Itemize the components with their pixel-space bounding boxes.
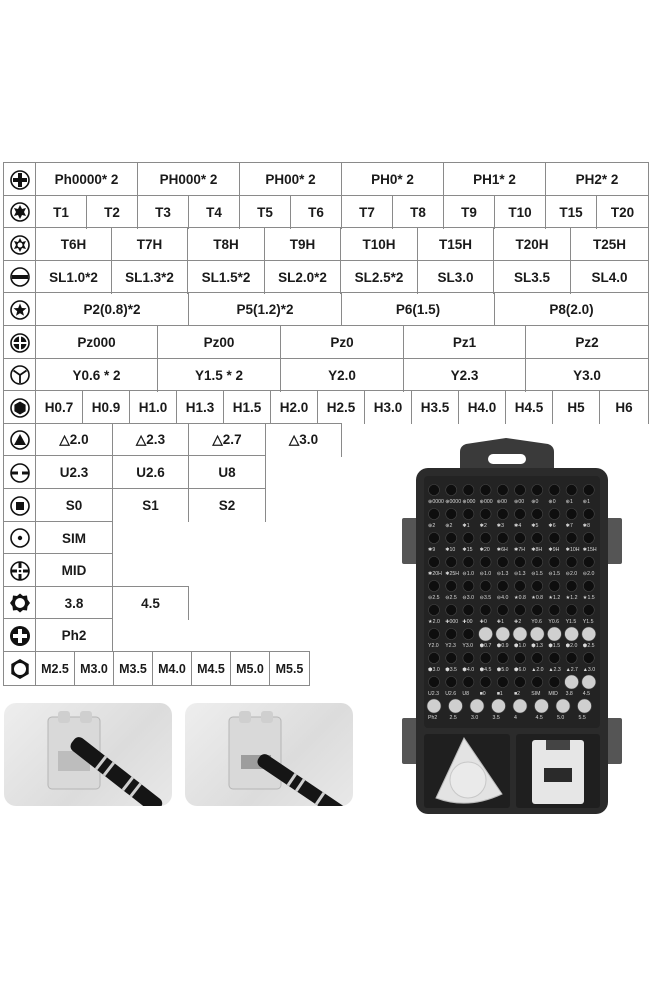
svg-text:✱15H: ✱15H	[582, 547, 597, 553]
svg-text:▲2.3: ▲2.3	[548, 667, 561, 673]
svg-text:▲3.0: ▲3.0	[582, 667, 596, 673]
bit-size-cell: M3.5	[114, 652, 153, 685]
svg-text:✱1: ✱1	[462, 523, 470, 529]
svg-text:✱6H: ✱6H	[496, 547, 508, 553]
svg-text:⬢0.7: ⬢0.7	[479, 643, 492, 649]
svg-text:⊖2.0: ⊖2.0	[582, 571, 595, 577]
bit-size-cell: T9H	[265, 228, 341, 261]
svg-text:✚00: ✚00	[462, 619, 473, 625]
bit-size-cell: M3.0	[75, 652, 114, 685]
magnetizer-photo-2	[185, 703, 353, 806]
svg-text:★2.0: ★2.0	[428, 619, 440, 625]
bit-size-cell: T20H	[494, 228, 571, 261]
bit-row	[3, 162, 649, 196]
bit-size-cell: U2.6	[113, 456, 189, 489]
svg-text:⬢2.5: ⬢2.5	[582, 643, 595, 649]
bit-size-cell: P5(1.2)*2	[189, 293, 342, 326]
bit-size-cell: U8	[189, 456, 266, 489]
torx-icon	[3, 196, 36, 229]
svg-text:✚1: ✚1	[496, 619, 505, 625]
svg-text:✱6: ✱6	[548, 523, 556, 529]
bit-size-cell: T5	[240, 196, 291, 229]
svg-text:3.5: 3.5	[492, 715, 500, 721]
square-icon	[3, 489, 36, 522]
bit-size-cell: SL2.0*2	[265, 261, 341, 294]
bit-size-cell: H1.3	[177, 391, 224, 424]
magnetizer-photo-2-image	[185, 703, 353, 806]
bit-size-cell: Y2.3	[404, 359, 526, 392]
svg-text:Y3.0: Y3.0	[462, 643, 474, 649]
bit-row	[3, 488, 266, 522]
svg-text:▲2.7: ▲2.7	[565, 667, 578, 673]
mid-icon	[3, 554, 36, 587]
svg-text:Y0.6: Y0.6	[548, 619, 560, 625]
bit-size-cell: P8(2.0)	[495, 293, 649, 326]
bit-size-cell: H4.5	[506, 391, 553, 424]
svg-text:U2.3: U2.3	[428, 691, 439, 697]
bit-size-cell: H0.9	[83, 391, 130, 424]
bit-size-cell: H4.0	[459, 391, 506, 424]
bit-size-cell: △3.0	[266, 424, 342, 457]
bit-size-cell: H5	[553, 391, 600, 424]
svg-text:✱5: ✱5	[531, 523, 539, 529]
bit-size-cell: P6(1.5)	[342, 293, 495, 326]
svg-text:⊖1.3: ⊖1.3	[514, 571, 526, 577]
svg-text:⊖1.3: ⊖1.3	[496, 571, 509, 577]
svg-text:5.5: 5.5	[578, 715, 586, 721]
bit-size-cell: U2.3	[36, 456, 113, 489]
svg-text:★1.2: ★1.2	[548, 595, 561, 601]
phillips-bold-icon	[3, 619, 36, 652]
svg-text:⊖2.5: ⊖2.5	[428, 595, 440, 601]
svg-text:Ph2: Ph2	[428, 715, 438, 721]
bit-size-cell: H2.0	[271, 391, 318, 424]
svg-text:⊖2.0: ⊖2.0	[565, 571, 578, 577]
gear-socket-icon	[3, 587, 36, 620]
svg-text:▲2.0: ▲2.0	[531, 667, 544, 673]
hex-nut-icon	[3, 652, 36, 685]
svg-text:■1: ■1	[496, 691, 503, 697]
bit-row	[3, 292, 649, 326]
bit-size-cell: SL1.5*2	[188, 261, 265, 294]
svg-text:⬢6.0: ⬢6.0	[514, 667, 526, 673]
bit-size-cell: S2	[189, 489, 266, 522]
svg-text:⊕1: ⊕1	[565, 499, 573, 505]
bit-row	[3, 260, 649, 294]
svg-text:✚0: ✚0	[479, 619, 487, 625]
svg-text:■0: ■0	[479, 691, 486, 697]
svg-text:★1.2: ★1.2	[565, 595, 578, 601]
bit-size-cell: M4.5	[192, 652, 231, 685]
bit-size-cell: MID	[36, 554, 113, 587]
svg-text:⊖3.0: ⊖3.0	[462, 595, 474, 601]
bit-size-cell: T1	[36, 196, 87, 229]
svg-text:✱9H: ✱9H	[548, 547, 560, 553]
svg-text:Y0.6: Y0.6	[531, 619, 542, 625]
svg-text:Y2.0: Y2.0	[428, 643, 439, 649]
bit-size-cell: T6H	[36, 228, 112, 261]
bit-size-cell: PH2* 2	[546, 163, 649, 196]
svg-text:✱4: ✱4	[514, 523, 522, 529]
bit-size-cell: PH0* 2	[342, 163, 444, 196]
pentalobe-icon	[3, 293, 36, 326]
bit-size-cell: T2	[87, 196, 138, 229]
bit-size-cell: T7H	[112, 228, 188, 261]
slotted-icon	[3, 261, 36, 294]
svg-text:⊖1.0: ⊖1.0	[462, 571, 474, 577]
bit-size-cell: PH00* 2	[240, 163, 342, 196]
svg-text:⊖1.5: ⊖1.5	[531, 571, 543, 577]
svg-text:⊖3.5: ⊖3.5	[479, 595, 492, 601]
bit-size-cell: 4.5	[113, 587, 189, 620]
svg-text:⊖4.0: ⊖4.0	[496, 595, 509, 601]
bit-row	[3, 455, 266, 489]
svg-text:✱10: ✱10	[445, 547, 456, 553]
svg-text:✱3: ✱3	[496, 523, 505, 529]
svg-text:✚2: ✚2	[514, 619, 522, 625]
bit-size-cell: SL3.5	[494, 261, 571, 294]
bit-row	[3, 423, 342, 457]
magnetizer-photo-1	[4, 703, 172, 806]
bit-size-cell: T25H	[571, 228, 649, 261]
svg-text:4: 4	[514, 715, 517, 721]
svg-text:Y1.5: Y1.5	[582, 619, 594, 625]
bit-size-cell: Pz000	[36, 326, 158, 359]
bit-size-cell: T8H	[188, 228, 265, 261]
bit-size-cell: SL3.0	[418, 261, 494, 294]
svg-text:★1.5: ★1.5	[582, 595, 595, 601]
phillips-icon	[3, 163, 36, 196]
bit-size-cell: SIM	[36, 522, 113, 555]
svg-text:⊖1.0: ⊖1.0	[479, 571, 492, 577]
svg-text:⊖1.5: ⊖1.5	[548, 571, 560, 577]
sim-icon	[3, 522, 36, 555]
bit-size-cell: M5.5	[270, 652, 310, 685]
svg-text:MID: MID	[548, 691, 558, 697]
svg-text:⊕0: ⊕0	[548, 499, 556, 505]
bit-size-cell: H0.7	[36, 391, 83, 424]
bit-size-cell: △2.0	[36, 424, 113, 457]
bit-size-cell: T3	[138, 196, 189, 229]
bit-size-cell: T7	[342, 196, 393, 229]
svg-text:⬢0.9: ⬢0.9	[496, 643, 509, 649]
svg-text:⊕0: ⊕0	[531, 499, 539, 505]
svg-text:SIM: SIM	[531, 691, 541, 697]
screwdriver-kit-case	[398, 438, 626, 830]
svg-text:⬢3.5: ⬢3.5	[445, 667, 457, 673]
svg-text:⬢4.5: ⬢4.5	[479, 667, 492, 673]
bit-row	[3, 358, 649, 392]
svg-text:⬢1.5: ⬢1.5	[548, 643, 561, 649]
svg-text:⊕1: ⊕1	[582, 499, 591, 505]
kit-case-image	[398, 438, 626, 830]
bit-size-cell: T10	[495, 196, 546, 229]
svg-text:⊕00: ⊕00	[496, 499, 507, 505]
svg-text:2.5: 2.5	[449, 715, 457, 721]
svg-text:4.5: 4.5	[582, 691, 591, 697]
bit-size-cell: Y0.6 * 2	[36, 359, 158, 392]
svg-text:3.8: 3.8	[565, 691, 573, 697]
bit-size-cell: M5.0	[231, 652, 270, 685]
svg-text:⊕2: ⊕2	[445, 523, 453, 529]
bit-size-cell: P2(0.8)*2	[36, 293, 189, 326]
svg-text:✱20H: ✱20H	[428, 571, 442, 577]
svg-text:✱7: ✱7	[565, 523, 573, 529]
svg-text:⬢1.0: ⬢1.0	[514, 643, 526, 649]
bit-size-cell: H1.5	[224, 391, 271, 424]
bit-size-cell: H1.0	[130, 391, 177, 424]
bit-size-cell: SL1.0*2	[36, 261, 112, 294]
bit-row	[3, 553, 113, 587]
svg-text:✱7H: ✱7H	[514, 547, 525, 553]
bit-size-cell: T15	[546, 196, 597, 229]
bit-row	[3, 390, 649, 424]
svg-text:✱15: ✱15	[462, 547, 473, 553]
bit-size-cell: Ph0000* 2	[36, 163, 138, 196]
bit-size-cell: S0	[36, 489, 113, 522]
bit-size-cell: S1	[113, 489, 189, 522]
tri-wing-y-icon	[3, 359, 36, 392]
pozidriv-icon	[3, 326, 36, 359]
svg-text:✱2: ✱2	[479, 523, 487, 529]
bit-row	[3, 618, 113, 652]
bit-size-cell: T4	[189, 196, 240, 229]
bit-size-cell: Y1.5 * 2	[158, 359, 281, 392]
svg-text:■2: ■2	[514, 691, 521, 697]
svg-text:⬢5.0: ⬢5.0	[496, 667, 509, 673]
bit-row	[3, 195, 649, 229]
svg-text:⊕0000: ⊕0000	[445, 499, 462, 505]
bit-row	[3, 227, 649, 261]
bit-size-cell: SL4.0	[571, 261, 649, 294]
bit-size-cell: H3.0	[365, 391, 412, 424]
bit-size-cell: SL2.5*2	[341, 261, 418, 294]
bit-size-cell: H3.5	[412, 391, 459, 424]
svg-text:⊕2: ⊕2	[428, 523, 436, 529]
bit-size-cell: Pz00	[158, 326, 281, 359]
bit-size-cell: T15H	[418, 228, 494, 261]
bit-size-cell: T6	[291, 196, 342, 229]
bit-size-cell: Y3.0	[526, 359, 649, 392]
magnetizer-photo-1-image	[4, 703, 172, 806]
bit-size-cell: Pz0	[281, 326, 404, 359]
svg-text:✱20: ✱20	[479, 547, 490, 553]
bit-size-cell: Pz1	[404, 326, 526, 359]
bit-size-cell: △2.3	[113, 424, 189, 457]
bit-row	[3, 651, 310, 686]
bit-row	[3, 521, 113, 555]
svg-text:⊕0000: ⊕0000	[428, 499, 444, 505]
bit-size-cell: T10H	[341, 228, 418, 261]
bit-row	[3, 586, 189, 620]
svg-text:Y1.5: Y1.5	[565, 619, 577, 625]
bit-size-cell: Y2.0	[281, 359, 404, 392]
svg-text:4.5: 4.5	[535, 715, 543, 721]
svg-text:⬢2.0: ⬢2.0	[565, 643, 578, 649]
svg-text:✱9: ✱9	[428, 547, 436, 553]
svg-text:Y2.3: Y2.3	[445, 643, 456, 649]
triangle-icon	[3, 424, 36, 457]
bit-size-cell: H2.5	[318, 391, 365, 424]
hex-icon	[3, 391, 36, 424]
bit-size-cell: PH000* 2	[138, 163, 240, 196]
bit-size-cell: Ph2	[36, 619, 113, 652]
bit-size-cell: M4.0	[153, 652, 192, 685]
svg-text:★0.8: ★0.8	[514, 595, 526, 601]
svg-text:⊕000: ⊕000	[479, 499, 493, 505]
bit-size-cell: △2.7	[189, 424, 266, 457]
svg-text:5.0: 5.0	[557, 715, 565, 721]
svg-text:✱8: ✱8	[582, 523, 591, 529]
u-type-icon	[3, 456, 36, 489]
svg-text:⊕00: ⊕00	[514, 499, 525, 505]
security-torx-icon	[3, 228, 36, 261]
bit-size-cell: M2.5	[36, 652, 75, 685]
svg-text:3.0: 3.0	[471, 715, 479, 721]
svg-text:✚000: ✚000	[445, 619, 459, 625]
svg-text:⊖2.5: ⊖2.5	[445, 595, 457, 601]
bit-size-cell: T20	[597, 196, 649, 229]
svg-text:★0.8: ★0.8	[531, 595, 544, 601]
svg-text:⬢1.3: ⬢1.3	[531, 643, 543, 649]
svg-text:⬢4.0: ⬢4.0	[462, 667, 475, 673]
svg-text:✱25H: ✱25H	[445, 571, 460, 577]
bit-size-cell: T9	[444, 196, 495, 229]
bit-row	[3, 325, 649, 359]
svg-text:✱8H: ✱8H	[531, 547, 543, 553]
bit-size-cell: H6	[600, 391, 649, 424]
bit-size-cell: Pz2	[526, 326, 649, 359]
svg-text:U2.6: U2.6	[445, 691, 457, 697]
bit-size-cell: SL1.3*2	[112, 261, 188, 294]
svg-text:⊕000: ⊕000	[462, 499, 476, 505]
bit-size-cell: 3.8	[36, 587, 113, 620]
svg-text:U8: U8	[462, 691, 470, 697]
svg-text:⬢3.0: ⬢3.0	[428, 667, 440, 673]
bit-size-cell: PH1* 2	[444, 163, 546, 196]
svg-text:✱10H: ✱10H	[565, 547, 580, 553]
bit-size-cell: T8	[393, 196, 444, 229]
